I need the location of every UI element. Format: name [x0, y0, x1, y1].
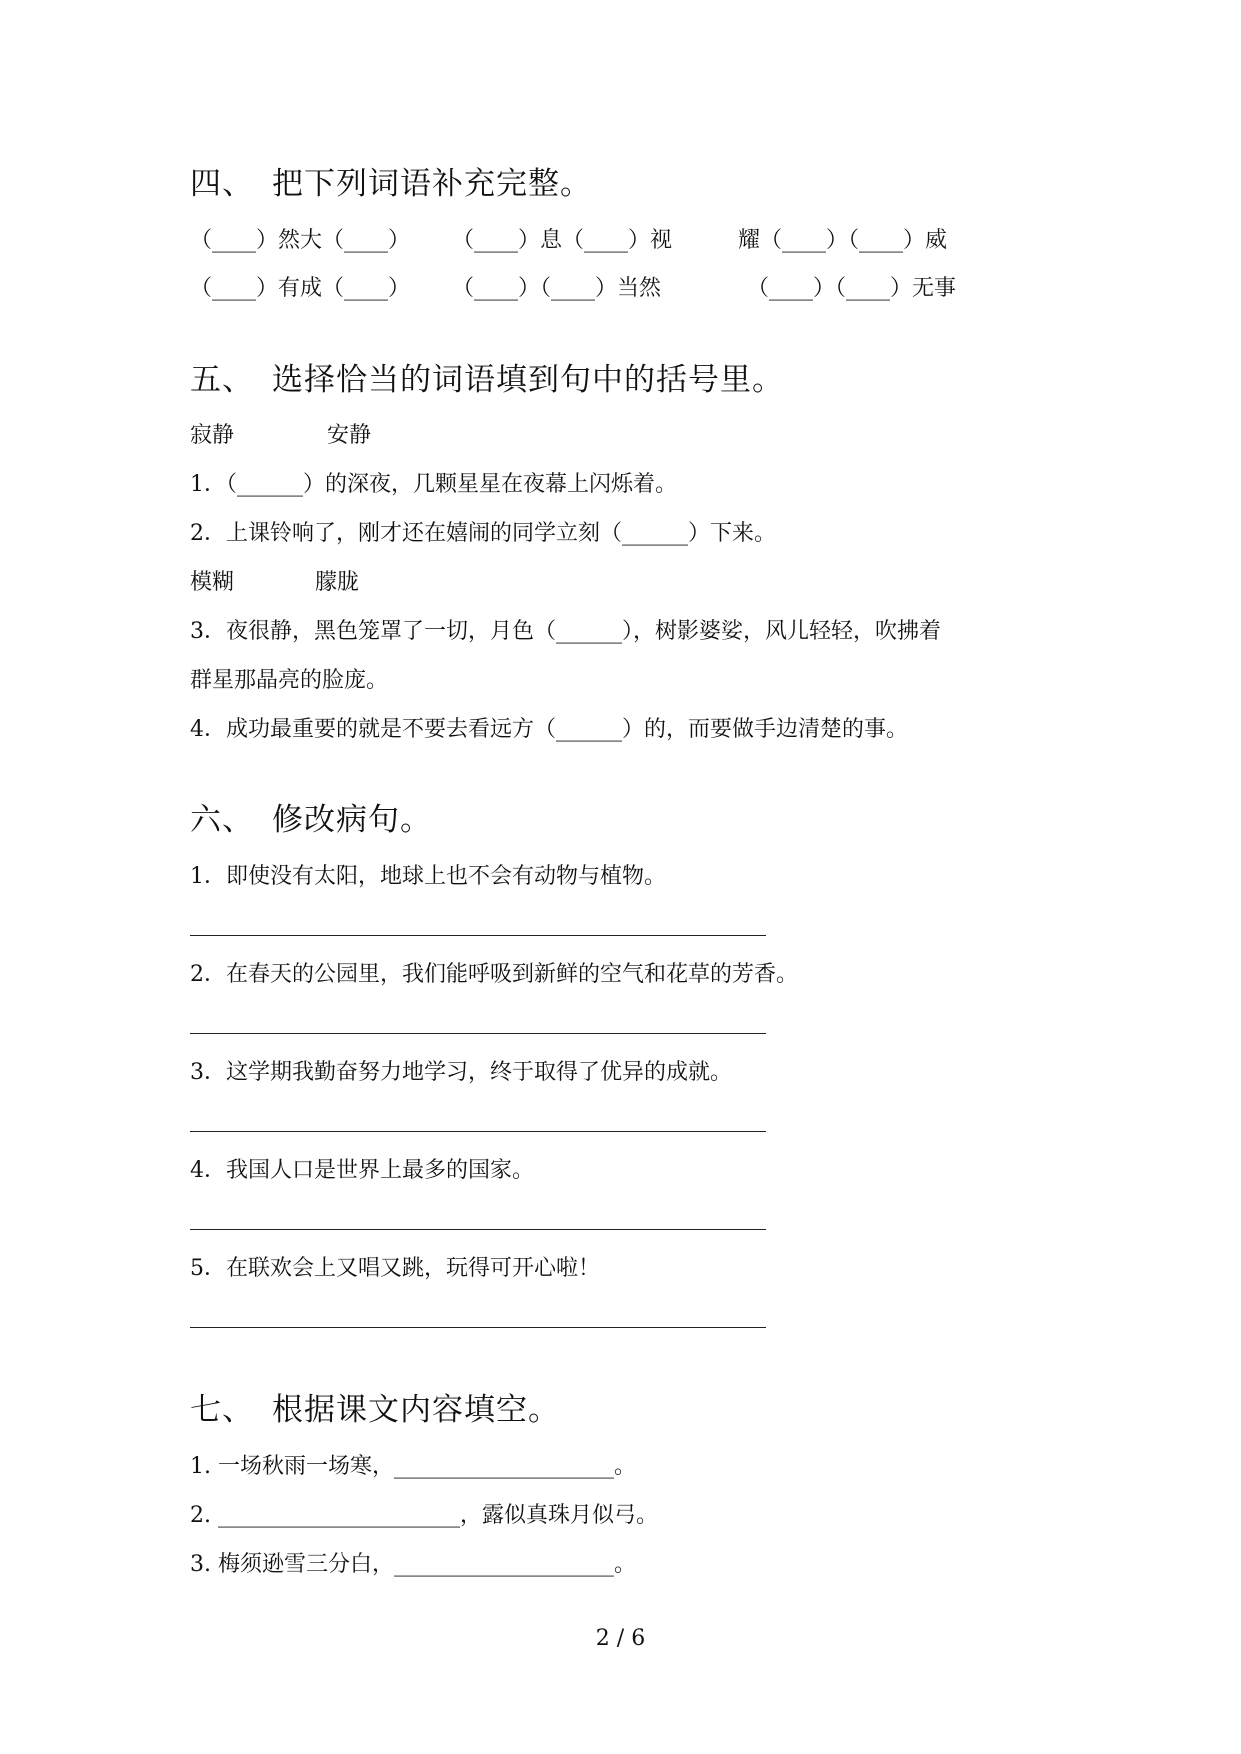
section-4-number: 四、 [190, 166, 254, 202]
fill-in-item: 1. 一场秋雨一场寒，____________________。 [190, 1454, 636, 1479]
idiom-blank: 耀（____）（____）威 [738, 228, 948, 253]
section-6-number: 六、 [190, 802, 254, 838]
idiom-blank: （____）然大（____） [190, 228, 411, 253]
answer-line[interactable] [190, 1033, 766, 1034]
sentence-item: 3．这学期我勤奋努力地学习，终于取得了优异的成就。 [190, 1060, 732, 1085]
section-6-title [190, 800, 432, 840]
sentence-item: 5．在联欢会上又唱又跳，玩得可开心啦！ [190, 1256, 600, 1281]
sentence-item: 1．即使没有太阳，地球上也不会有动物与植物。 [190, 864, 666, 889]
section-4-text: 把下列词语补充完整。 [272, 166, 592, 202]
sentence-item: 2．在春天的公园里，我们能呼吸到新鲜的空气和花草的芳香。 [190, 962, 798, 987]
section-7-title [190, 1390, 560, 1430]
section-5-number: 五、 [190, 362, 254, 398]
section-4-title [190, 164, 592, 204]
section-7-number: 七、 [190, 1392, 254, 1428]
fill-in-item: 3. 梅须逊雪三分白，____________________。 [190, 1552, 636, 1577]
answer-line[interactable] [190, 1229, 766, 1230]
word-option: 寂静 [190, 423, 235, 448]
page-number: 2 / 6 [595, 1626, 646, 1651]
question-line: 3．夜很静，黑色笼罩了一切，月色（______），树影婆娑，风儿轻轻，吹拂着 [190, 619, 941, 644]
idiom-blank: （____）息（____）视 [452, 228, 673, 253]
idiom-blank: （____）（____）当然 [452, 276, 662, 301]
answer-line[interactable] [190, 935, 766, 936]
word-option: 朦胧 [315, 570, 360, 595]
answer-line[interactable] [190, 1131, 766, 1132]
question-line: 2．上课铃响了，刚才还在嬉闹的同学立刻（______）下来。 [190, 521, 776, 546]
answer-line[interactable] [190, 1327, 766, 1328]
section-5-title [190, 360, 784, 400]
question-line: 4．成功最重要的就是不要去看远方（______）的，而要做手边清楚的事。 [190, 717, 908, 742]
word-option: 模糊 [190, 570, 235, 595]
idiom-blank: （____）有成（____） [190, 276, 411, 301]
section-7-text: 根据课文内容填空。 [272, 1392, 560, 1428]
question-line: 1．（______）的深夜，几颗星星在夜幕上闪烁着。 [190, 472, 677, 497]
word-option: 安静 [327, 423, 372, 448]
fill-in-item: 2. ______________________，露似真珠月似弓。 [190, 1503, 658, 1528]
sentence-item: 4．我国人口是世界上最多的国家。 [190, 1158, 534, 1183]
question-line-continued: 群星那晶亮的脸庞。 [190, 668, 389, 693]
section-6-text: 修改病句。 [272, 802, 432, 838]
idiom-blank: （____）（____）无事 [747, 276, 957, 301]
section-5-text: 选择恰当的词语填到句中的括号里。 [272, 362, 784, 398]
